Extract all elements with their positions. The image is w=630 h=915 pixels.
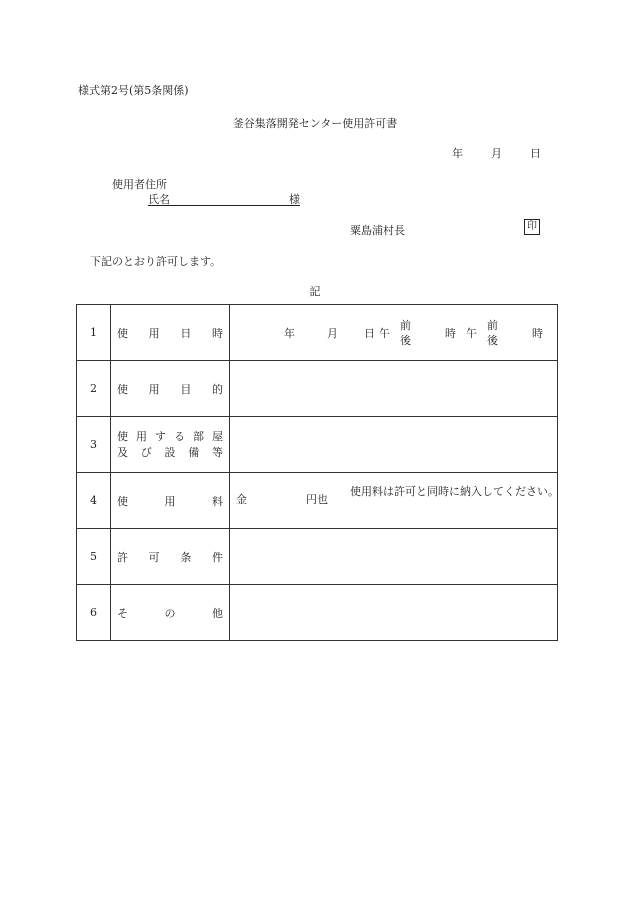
- label-char: る: [174, 429, 185, 443]
- row-label-fee: [111, 473, 230, 529]
- table-row: [77, 473, 558, 529]
- am-1: 前: [400, 318, 411, 332]
- row-label-usage-datetime: [111, 305, 230, 361]
- intro-text: 下記のとおり許可します。: [90, 255, 222, 268]
- permit-table: [76, 304, 558, 641]
- row-number: 3: [77, 417, 111, 473]
- label-char: 目: [180, 382, 192, 396]
- label-char: す: [155, 429, 166, 443]
- row-label-conditions: [111, 529, 230, 585]
- seal-mark: 印: [524, 219, 540, 235]
- ki-heading: 記: [309, 285, 321, 298]
- label-char: 料: [212, 494, 223, 508]
- conditions-field: [230, 529, 558, 585]
- label-char: 用: [148, 382, 160, 396]
- dt-hour-1: 時: [445, 326, 456, 340]
- fee-yen: 円也: [306, 493, 328, 506]
- label-char: 許: [117, 550, 128, 564]
- label-char: 他: [212, 606, 223, 620]
- row-label-rooms-equipment: [111, 417, 230, 473]
- label-char: 使: [117, 326, 128, 340]
- label-char: 可: [148, 550, 160, 564]
- purpose-field: [230, 361, 558, 417]
- label-char: 的: [211, 382, 223, 396]
- label-char: 設: [164, 445, 176, 459]
- dt-month: 月: [327, 326, 338, 340]
- label-char: 等: [212, 445, 223, 459]
- row-number: 5: [77, 529, 111, 585]
- date-day: 日: [530, 147, 541, 160]
- applicant-name-line: [148, 191, 300, 206]
- row-number: 6: [77, 585, 111, 641]
- form-number: 様式第2号(第5条関係): [78, 84, 189, 97]
- usage-datetime-field: [230, 305, 558, 361]
- issue-date: [452, 145, 541, 161]
- issuer-name: 粟島浦村長: [350, 224, 405, 237]
- label-char: 使: [117, 382, 128, 396]
- label-char: 使: [117, 494, 128, 508]
- label-char: 及: [117, 445, 128, 459]
- label-char: 備: [188, 445, 200, 459]
- dt-hour-2: 時: [532, 326, 543, 340]
- fee-field: [230, 473, 558, 529]
- label-char: 用: [164, 494, 176, 508]
- dt-go-2: 午: [466, 326, 477, 340]
- dt-year: 年: [284, 326, 295, 340]
- fee-kin: 金: [236, 493, 247, 506]
- row-number: 4: [77, 473, 111, 529]
- dt-day: 日: [364, 326, 375, 340]
- label-char: の: [164, 606, 176, 620]
- am-pm-2: [487, 318, 498, 348]
- label-char: 使: [117, 429, 128, 443]
- am-pm-1: [400, 318, 411, 348]
- applicant-name-label: 氏名: [148, 193, 170, 206]
- pm-1: 後: [400, 333, 411, 347]
- pm-2: 後: [487, 333, 498, 347]
- am-2: 前: [487, 318, 498, 332]
- label-char: 部: [193, 429, 204, 443]
- table-row: [77, 417, 558, 473]
- other-field: [230, 585, 558, 641]
- row-number: 2: [77, 361, 111, 417]
- label-char: 用: [136, 429, 147, 443]
- label-char: 時: [211, 326, 223, 340]
- row-number: 1: [77, 305, 111, 361]
- rooms-equipment-field: [230, 417, 558, 473]
- label-char: 用: [148, 326, 160, 340]
- label-char: 日: [180, 326, 192, 340]
- table-row: [77, 585, 558, 641]
- table-row: [77, 529, 558, 585]
- table-row: [77, 305, 558, 361]
- row-label-other: [111, 585, 230, 641]
- table-row: [77, 361, 558, 417]
- honorific: 様: [289, 193, 300, 206]
- row-label-purpose: [111, 361, 230, 417]
- dt-go-1: 午: [379, 326, 390, 340]
- date-month: 月: [491, 147, 502, 160]
- label-char: 件: [211, 550, 223, 564]
- label-char: そ: [117, 606, 128, 620]
- label-char: 屋: [212, 429, 223, 443]
- label-char: び: [140, 445, 152, 459]
- fee-note: 使用料は許可と同時に納入してください。: [350, 485, 559, 498]
- document-title: 釜谷集落開発センター使用許可書: [232, 117, 398, 130]
- label-char: 条: [180, 550, 192, 564]
- applicant-address-label: 使用者住所: [112, 178, 167, 191]
- date-year: 年: [452, 147, 463, 160]
